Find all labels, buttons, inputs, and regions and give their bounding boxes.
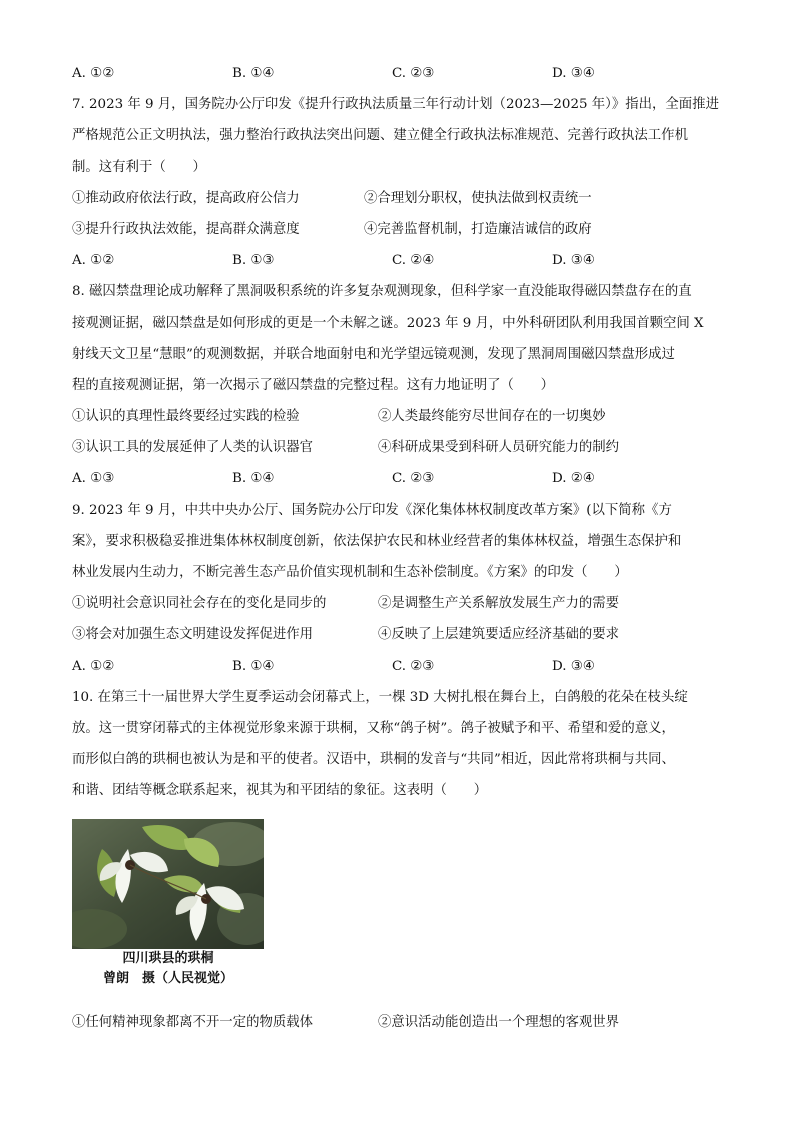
option-c: C. ②③ (392, 66, 435, 81)
statement-1: ①认识的真理性最终要经过实践的检验 (72, 409, 300, 425)
question-text-line: 林业发展内生动力，不断完善生态产品价值实现机制和生态补偿制度。《方案》的印发（ ） (72, 565, 628, 580)
statement-row (72, 588, 724, 619)
exam-page (72, 58, 724, 1038)
statement-1: ①任何精神现象都离不开一定的物质载体 (72, 1014, 314, 1030)
question-text-line: 7. 2023 年 9 月，国务院办公厅印发《提升行政执法质量三年行动计划（2023—2025 年）》指出，全面推进 (72, 97, 719, 113)
question-text-line: 射线天文卫星“慧眼”的观测数据，并联合地面射电和光学望远镜观测，发现了黑洞周围磁囚禁盘形成过 (72, 346, 675, 362)
statement-2: ②意识活动能创造出一个理想的客观世界 (378, 1014, 620, 1030)
q9-options (72, 651, 724, 682)
question-10 (72, 682, 724, 1038)
question-text-line: 8. 磁囚禁盘理论成功解释了黑洞吸积系统的许多复杂观测现象，但科学家一直没能取得磁囚禁盘存在的直 (72, 284, 692, 300)
option-b: B. ①④ (232, 658, 275, 674)
question-text-line: 放。这一贯穿闭幕式的主体视觉形象来源于珙桐，又称“鸽子树”。鸽子被赋予和平、希望和爱的意义， (72, 720, 675, 736)
option-b: B. ①④ (232, 66, 275, 81)
statement-4: ④完善监督机制，打造廉洁诚信的政府 (364, 221, 592, 237)
statement-3: ③认识工具的发展延伸了人类的认识器官 (72, 440, 314, 456)
option-a: A. ①③ (72, 471, 115, 487)
statement-row (72, 619, 724, 650)
dove-tree-photo (72, 819, 264, 949)
figure-caption-title: 四川珙县的珙桐 (122, 950, 214, 966)
statement-row (72, 183, 724, 214)
question-7 (72, 89, 724, 276)
statement-1: ①说明社会意识同社会存在的变化是同步的 (72, 596, 327, 612)
q6-options (72, 58, 724, 89)
question-9 (72, 495, 724, 682)
option-a: A. ①② (72, 66, 115, 81)
question-text-line: 程的直接观测证据，第一次揭示了磁囚禁盘的完整过程。这有力地证明了（ ） (72, 377, 555, 393)
statement-4: ④科研成果受到科研人员研究能力的制约 (378, 440, 620, 456)
statement-2: ②人类最终能穷尽世间存在的一切奥妙 (378, 409, 606, 425)
option-d: D. ③④ (552, 253, 595, 269)
statement-row (72, 1007, 724, 1038)
figure-caption-credit: 曾朗 摄（人民视觉） (102, 970, 233, 986)
option-d: D. ③④ (552, 66, 595, 81)
option-c: C. ②③ (392, 471, 435, 487)
statement-3: ③提升行政执法效能，提高群众满意度 (72, 221, 300, 237)
q8-options (72, 463, 724, 494)
question-8 (72, 276, 724, 494)
statement-row (72, 432, 724, 463)
question-text-line: 严格规范公正文明执法，强力整治行政执法突出问题、建立健全行政执法标准规范、完善行政执法工作机 (72, 128, 688, 144)
option-b: B. ①③ (232, 253, 275, 269)
option-c: C. ②④ (392, 253, 435, 269)
statement-row (72, 214, 724, 245)
statement-4: ④反映了上层建筑要适应经济基础的要求 (378, 627, 620, 643)
dove-tree-figure (72, 819, 264, 989)
question-text-line: 和谐、团结等概念联系起来，视其为和平团结的象征。这表明（ ） (72, 783, 488, 799)
option-d: D. ③④ (552, 658, 595, 674)
option-a: A. ①② (72, 658, 115, 674)
statement-2: ②是调整生产关系解放发展生产力的需要 (378, 596, 620, 612)
question-text-line: 接观测证据，磁囚禁盘是如何形成的更是一个未解之谜。2023 年 9 月，中外科研团队利用我国首颗空间 X (72, 315, 704, 331)
statement-2: ②合理划分职权，使执法做到权责统一 (364, 190, 592, 206)
question-text-line: 而形似白鸽的珙桐也被认为是和平的使者。汉语中，珙桐的发音与“共同”相近，因此常将珙桐与共同、 (72, 752, 675, 768)
statement-1: ①推动政府依法行政，提高政府公信力 (72, 190, 300, 206)
option-c: C. ②③ (392, 658, 435, 674)
option-a: A. ①② (72, 253, 115, 269)
question-text-line: 制。这有利于（ ） (72, 159, 206, 175)
option-b: B. ①④ (232, 471, 275, 487)
question-text-line: 9. 2023 年 9 月，中共中央办公厅、国务院办公厅印发《深化集体林权制度改革方案》(以下简称《方 (72, 502, 672, 518)
question-text-line: 案》，要求积极稳妥推进集体林权制度创新，依法保护农民和林业经营者的集体林权益，增强生态保护和 (72, 533, 682, 549)
option-d: D. ②④ (552, 471, 595, 487)
q7-options (72, 245, 724, 276)
statement-row (72, 401, 724, 432)
question-text-line: 10. 在第三十一届世界大学生夏季运动会闭幕式上，一棵 3D 大树扎根在舞台上，白鸽般的花朵在枝头绽 (72, 689, 688, 705)
statement-3: ③将会对加强生态文明建设发挥促进作用 (72, 627, 314, 643)
